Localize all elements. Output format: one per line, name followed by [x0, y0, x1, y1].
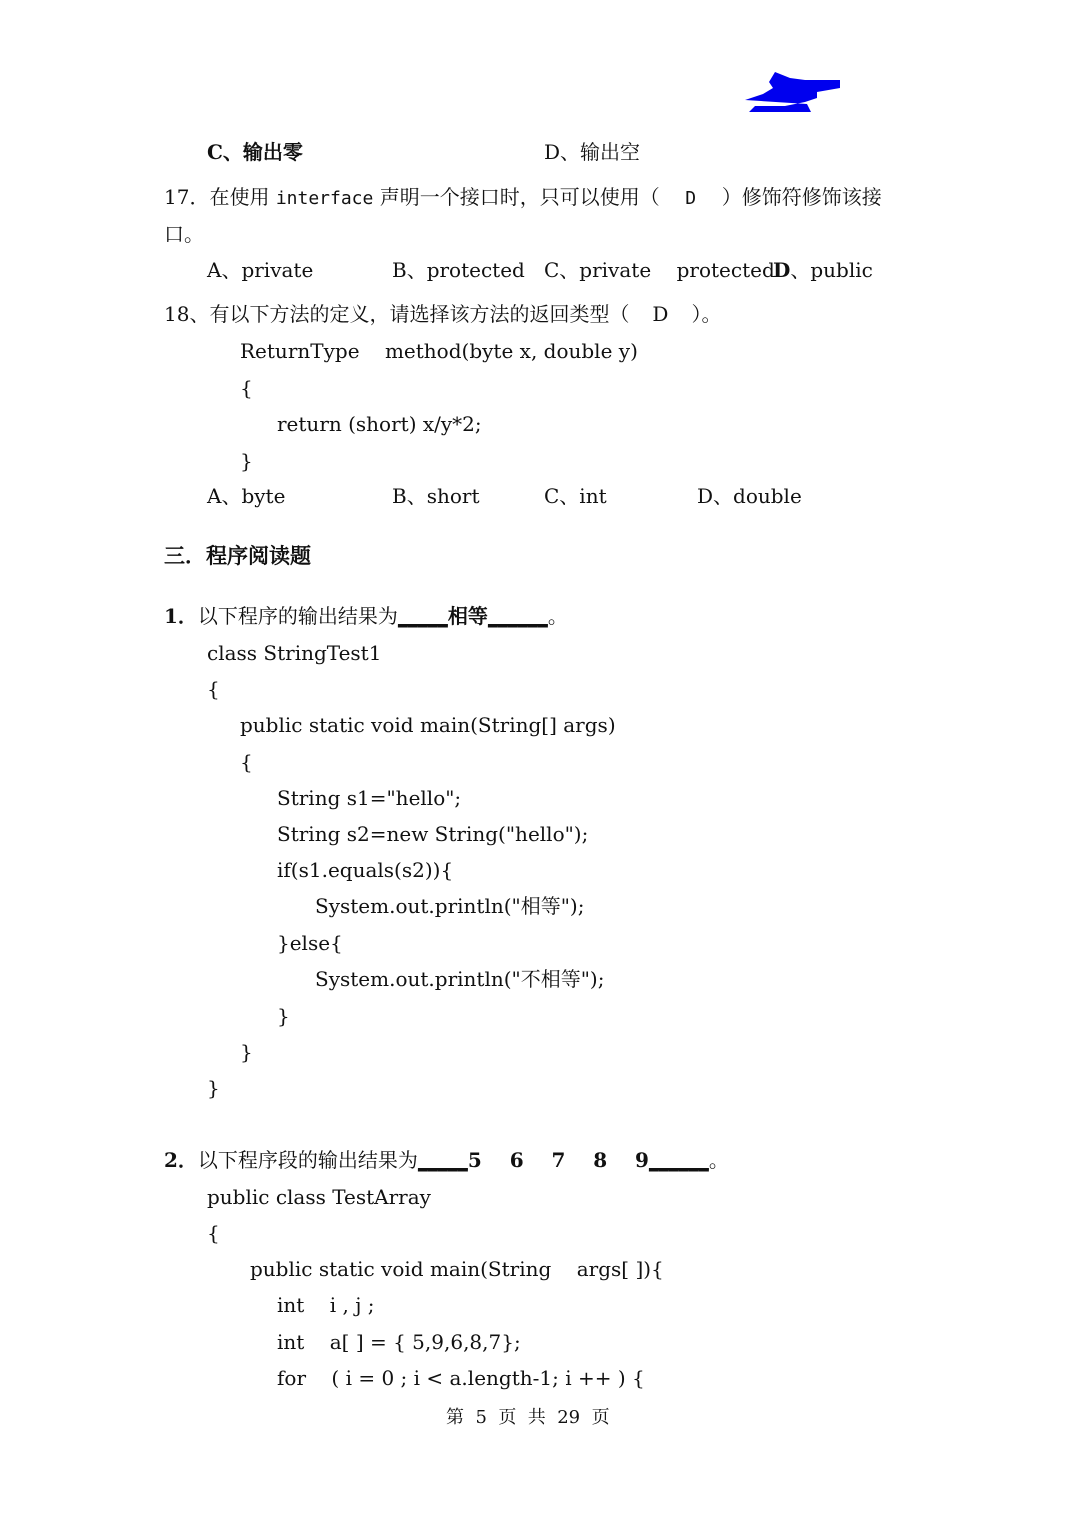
q18-code-line: return (short) x/y*2;	[277, 412, 482, 436]
section-title: 三．程序阅读题	[164, 544, 311, 568]
q18-option-c: C、int	[544, 484, 607, 508]
q17-option-a: A、private	[207, 258, 314, 282]
p2-code-line: for ( i = 0 ; i < a.length-1; i ++ ) {	[277, 1366, 645, 1390]
q18-stem: 18、有以下方法的定义，请选择该方法的返回类型（ D ）。	[164, 302, 722, 326]
p1-code-line: }	[207, 1076, 220, 1100]
p2-code-line: public class TestArray	[207, 1185, 431, 1209]
p1-code-line: {	[207, 677, 220, 701]
page-footer: 第 5 页 共 29 页	[446, 1407, 610, 1428]
q16-option-c: C、输出零	[207, 140, 303, 164]
p1-code-line: }	[240, 1040, 253, 1064]
q17-option-b: B、protected	[392, 258, 525, 282]
p1-code-line: }	[277, 1004, 290, 1028]
p2-stem: 2．以下程序段的输出结果为_____5 6 7 8 9______。	[164, 1148, 729, 1172]
p1-code-line: String s1="hello";	[277, 786, 462, 810]
p1-code-line: class StringTest1	[207, 641, 382, 665]
q18-option-b: B、short	[392, 484, 480, 508]
q18-answer: D	[652, 302, 669, 326]
p2-code-line: public static void main(String args[ ]){	[250, 1257, 664, 1281]
p1-code-line: public static void main(String[] args)	[240, 713, 616, 737]
p1-code-line: {	[240, 750, 253, 774]
q17-answer: D	[685, 188, 697, 209]
p1-stem: 1．以下程序的输出结果为_____相等______。	[164, 604, 568, 628]
q17-option-c: C、private protected	[544, 258, 775, 282]
q18-code-line: }	[240, 449, 253, 473]
p1-code-line: if(s1.equals(s2)){	[277, 858, 454, 882]
q17-stem-cont: 口。	[164, 222, 204, 246]
q17-stem: 17．在使用 interface 声明一个接口时，只可以使用（ D ）修饰符修饰该接	[164, 184, 882, 212]
q16-option-d: D、输出空	[544, 140, 641, 164]
q18-option-a: A、byte	[207, 484, 286, 508]
q17-option-d: D、public	[773, 258, 873, 282]
pointing-hand-logo-icon	[745, 70, 845, 114]
p2-answer: 5 6 7 8 9	[467, 1148, 649, 1172]
p2-code-line: int a[ ] = { 5,9,6,8,7};	[277, 1330, 521, 1354]
q18-code-line: ReturnType method(byte x, double y)	[240, 339, 638, 363]
p1-code-line: String s2=new String("hello");	[277, 822, 589, 846]
p1-code-line: System.out.println("相等");	[315, 894, 585, 918]
q18-option-d: D、double	[697, 484, 802, 508]
p1-answer: 相等	[447, 604, 488, 628]
p2-code-line: int i , j ;	[277, 1293, 375, 1317]
p1-code-line: System.out.println("不相等");	[315, 967, 605, 991]
p1-code-line: }else{	[277, 931, 343, 955]
p2-code-line: {	[207, 1221, 220, 1245]
q18-code-line: {	[240, 376, 253, 400]
